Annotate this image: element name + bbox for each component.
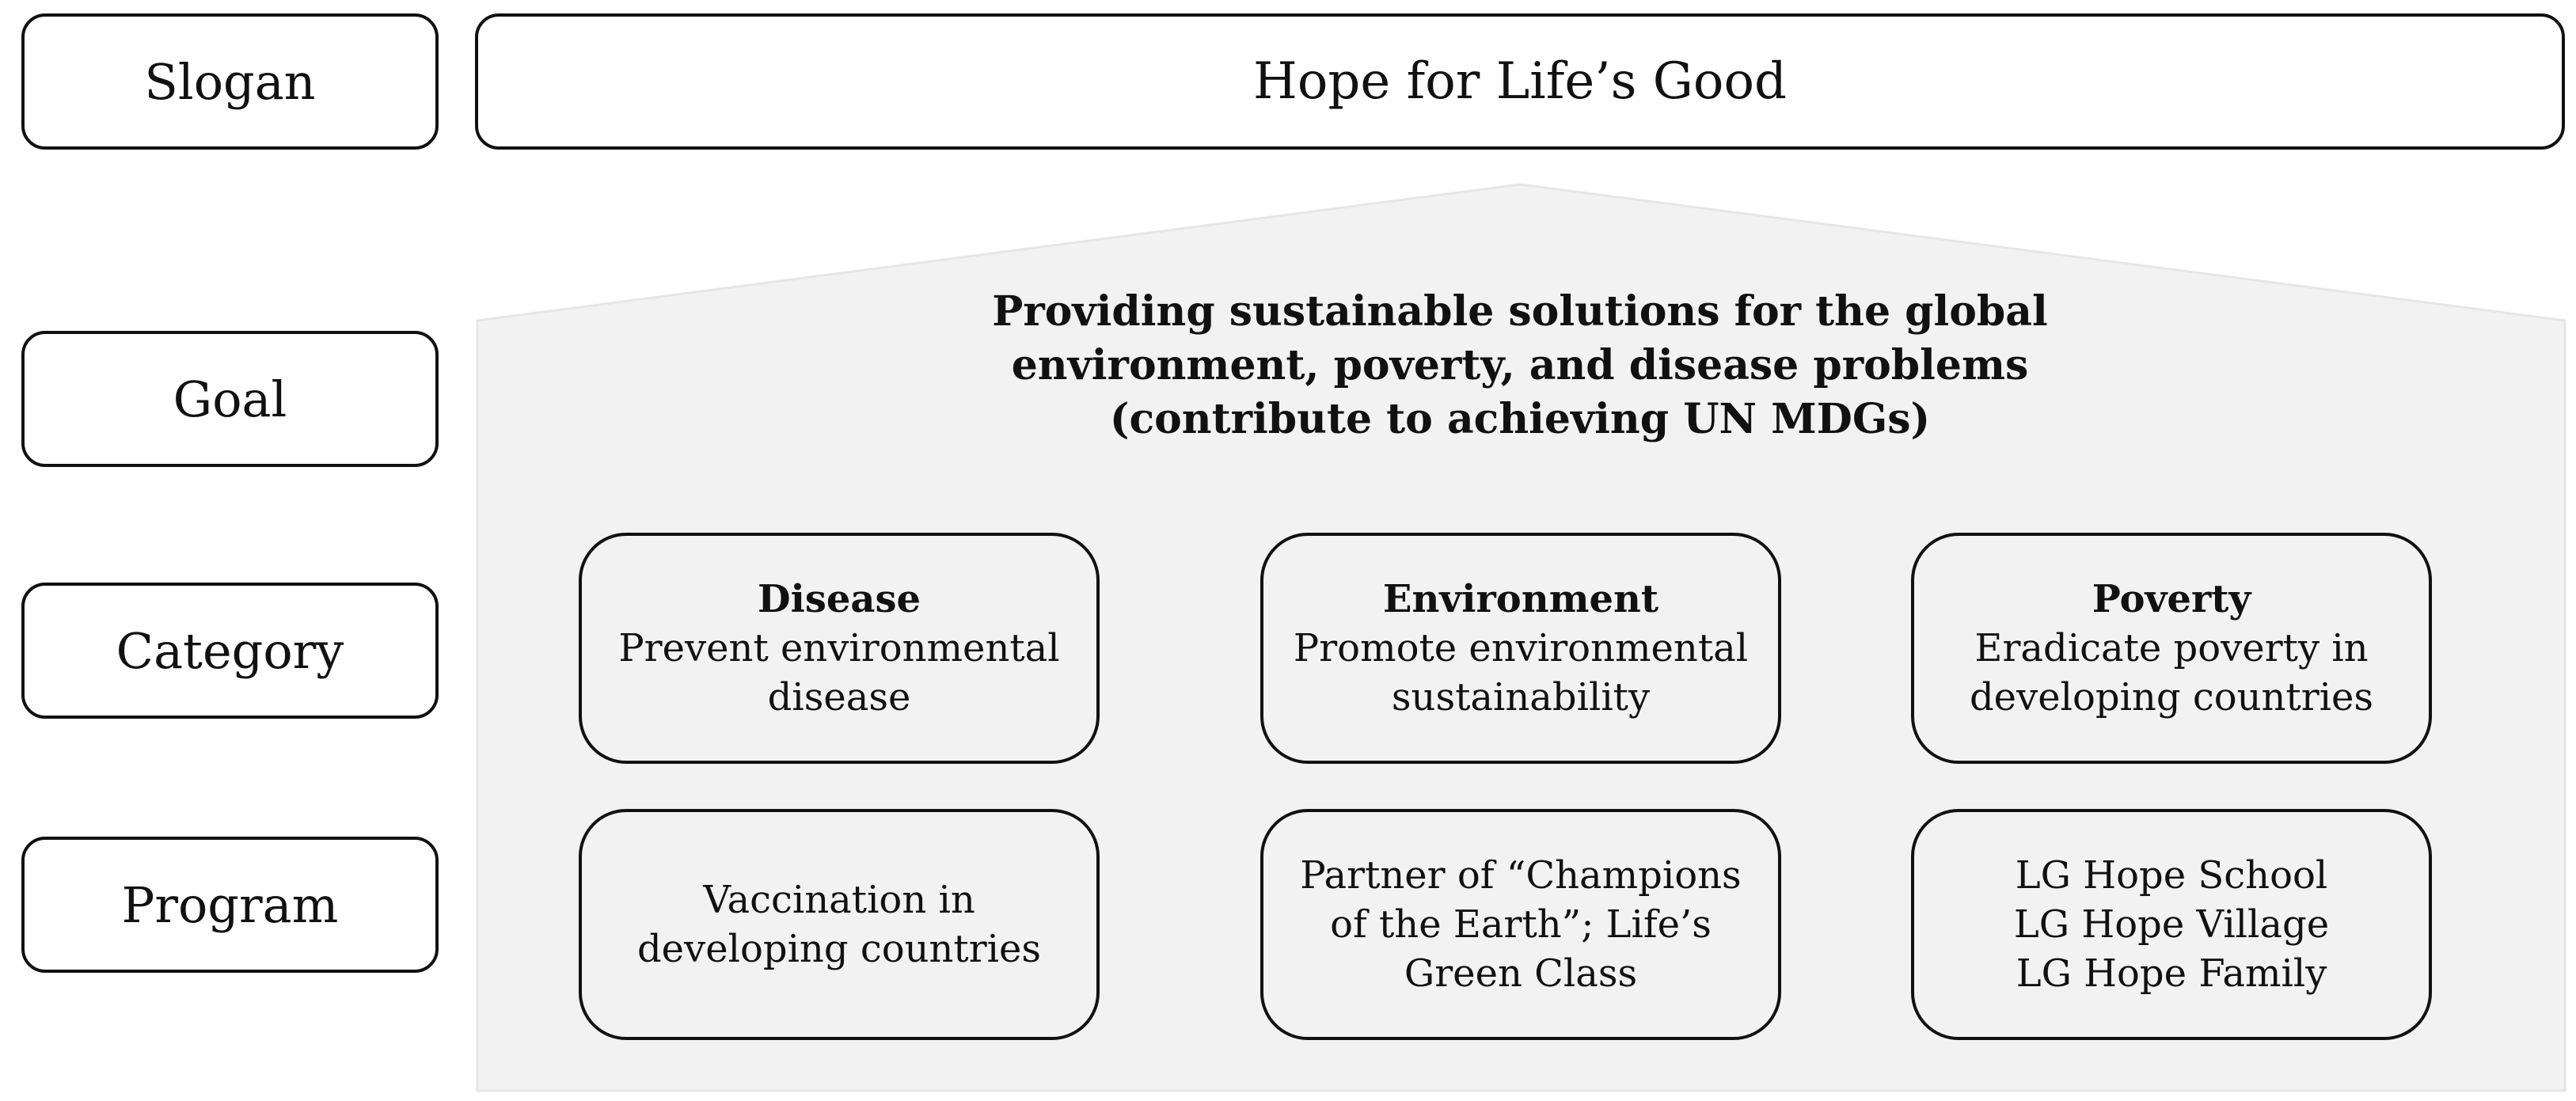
category-description-line: disease bbox=[767, 675, 911, 719]
program-line: developing countries bbox=[636, 927, 1042, 971]
goal-line-1: Providing sustainable solutions for the global bbox=[992, 287, 2048, 336]
category-description-line: Promote environmental bbox=[1293, 626, 1749, 670]
program-line: Vaccination in bbox=[703, 878, 975, 922]
program-label: Program bbox=[121, 875, 339, 934]
category-card-environment bbox=[1260, 533, 1781, 764]
category-description-line: Prevent environmental bbox=[618, 626, 1060, 670]
program-line: of the Earth”; Life’s bbox=[1330, 902, 1712, 947]
program-card-vaccination bbox=[579, 809, 1100, 1040]
goal-line-2: environment, poverty, and disease problems bbox=[1011, 341, 2029, 389]
category-card-disease bbox=[579, 533, 1100, 764]
category-title: Environment bbox=[1382, 577, 1659, 621]
program-card-champions bbox=[1260, 809, 1781, 1040]
category-title: Disease bbox=[757, 577, 921, 621]
program-line: Partner of “Champions bbox=[1300, 853, 1742, 898]
category-label: Category bbox=[116, 621, 344, 680]
category-description-line: sustainability bbox=[1391, 675, 1651, 719]
category-description-line: Eradicate poverty in bbox=[1974, 626, 2369, 670]
slogan-label: Slogan bbox=[144, 52, 316, 111]
category-card-poverty bbox=[1911, 533, 2432, 764]
goal-statement bbox=[712, 285, 2327, 446]
category-description-line: developing countries bbox=[1969, 675, 2374, 719]
program-line: Green Class bbox=[1404, 951, 1638, 996]
category-title: Poverty bbox=[2092, 577, 2251, 621]
goal-line-3: (contribute to achieving UN MDGs) bbox=[1109, 395, 1931, 443]
program-line: LG Hope School bbox=[2015, 853, 2328, 898]
slogan-text: Hope for Life’s Good bbox=[1253, 52, 1787, 111]
goal-label: Goal bbox=[173, 370, 287, 428]
program-line: LG Hope Family bbox=[2016, 951, 2327, 996]
program-line: LG Hope Village bbox=[2013, 902, 2330, 947]
program-card-lg-hope bbox=[1911, 809, 2432, 1040]
